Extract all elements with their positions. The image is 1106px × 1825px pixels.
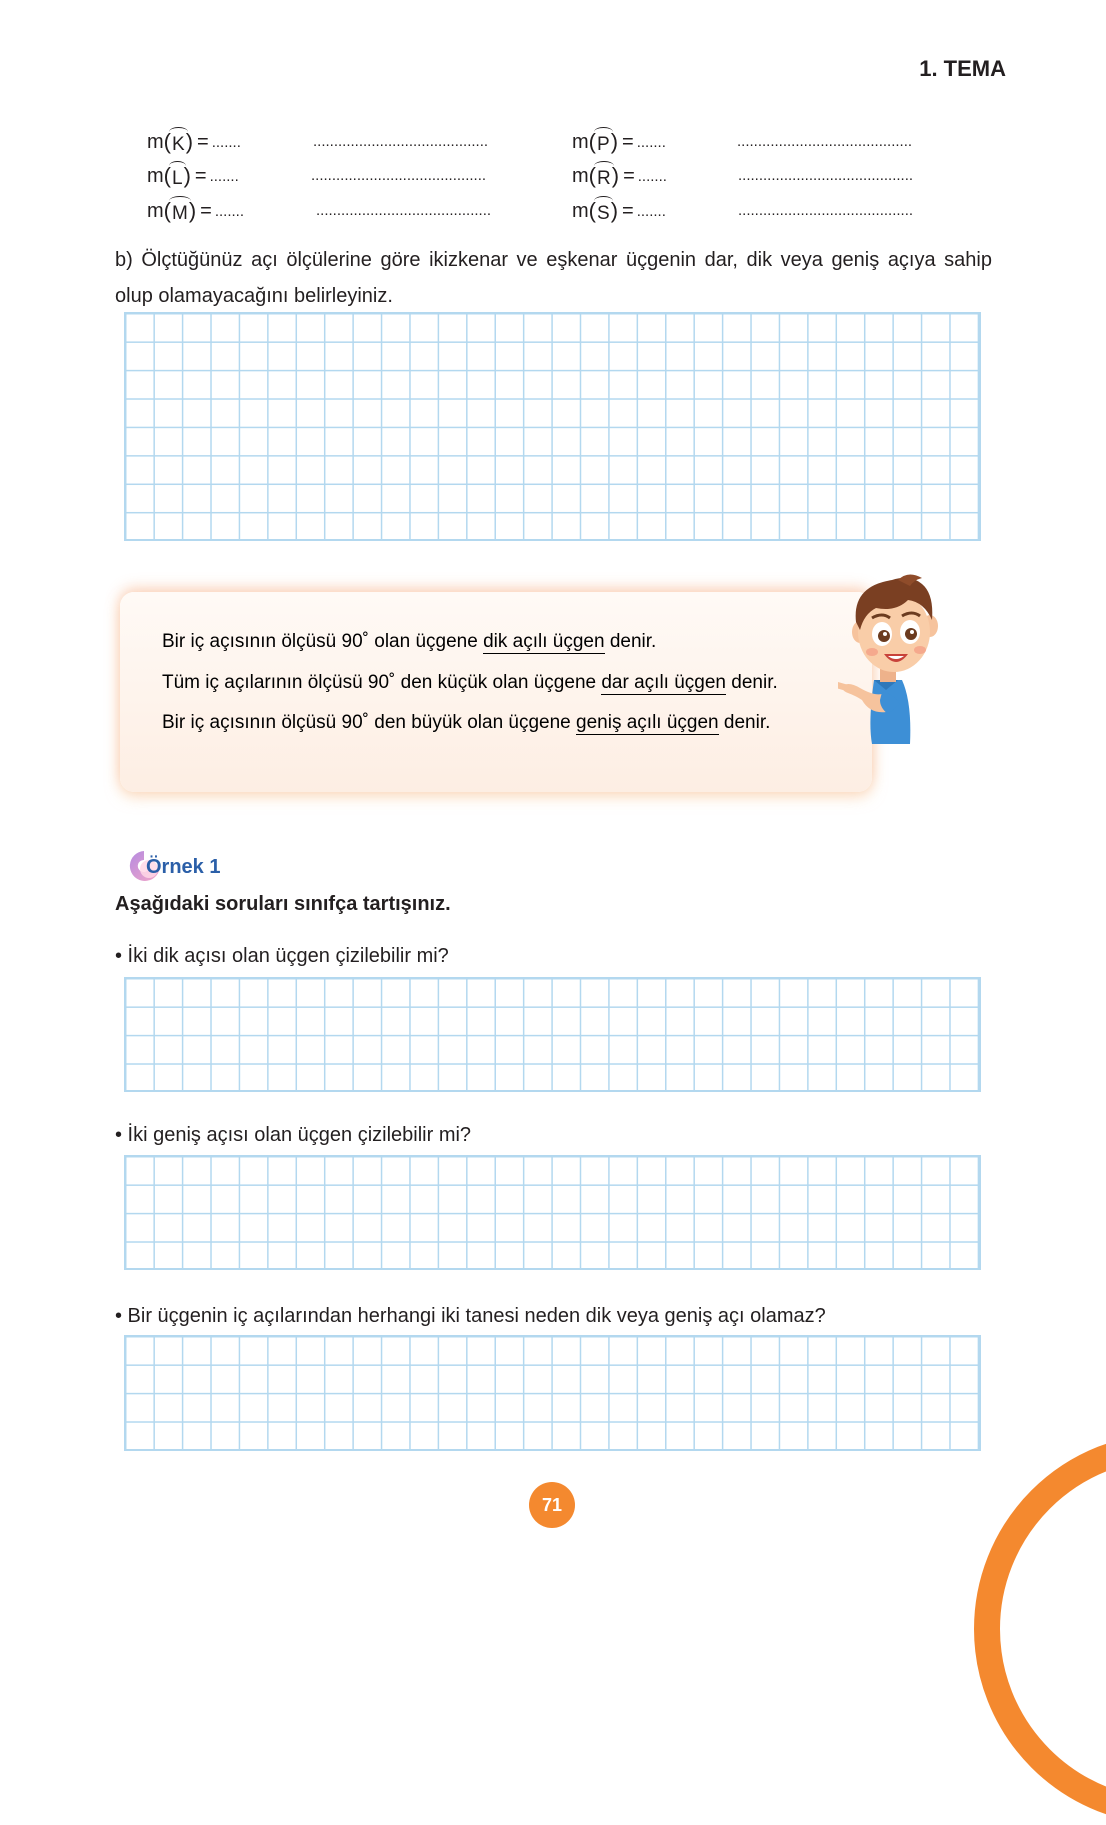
explanation-blank[interactable]: .......................................... xyxy=(311,167,487,184)
angle-letter-k: K xyxy=(172,134,185,155)
angle-letter-p: P xyxy=(597,134,610,155)
definition-text: denir. xyxy=(718,712,771,733)
answer-grid-b[interactable] xyxy=(124,312,981,541)
answer-blank[interactable]: ....... xyxy=(214,202,245,220)
definition-acute-triangle xyxy=(162,672,778,694)
angle-letter-m: M xyxy=(172,203,188,224)
boy-mascot-illustration xyxy=(838,572,970,747)
example-heading: Aşağıdaki soruları sınıfça tartışınız. xyxy=(115,893,451,915)
m-prefix: m xyxy=(572,164,589,187)
term-right-triangle: dik açılı üçgen xyxy=(483,631,605,652)
m-prefix: m xyxy=(572,130,589,153)
measure-row-l: m ( L ) = ....... xyxy=(147,163,239,189)
theme-title: 1. TEMA xyxy=(919,56,1006,81)
answer-grid-3[interactable] xyxy=(124,1335,981,1451)
answer-grid-2[interactable] xyxy=(124,1155,981,1270)
equals-sign: = xyxy=(197,130,209,153)
definition-text: denir. xyxy=(604,631,657,652)
answer-grid-1[interactable] xyxy=(124,977,981,1092)
example-label: Örnek 1 xyxy=(146,856,221,878)
answer-blank[interactable]: ....... xyxy=(636,133,666,151)
m-prefix: m xyxy=(572,199,589,222)
m-prefix: m xyxy=(147,164,164,187)
measure-row-m: m ( M ) = ....... xyxy=(147,198,245,224)
explanation-blank[interactable]: .......................................... xyxy=(737,133,913,150)
term-acute-triangle: dar açılı üçgen xyxy=(601,672,726,693)
equals-sign: = xyxy=(194,164,207,187)
answer-blank[interactable]: ....... xyxy=(211,133,241,151)
angle-letter-l: L xyxy=(172,168,183,189)
measure-row-p: m ( P ) = ....... xyxy=(572,129,666,155)
question-3: • Bir üçgenin iç açılarından herhangi iki tanesi neden dik veya geniş açı olamaz? xyxy=(115,1305,826,1327)
angle-letter-r: R xyxy=(597,168,611,189)
equals-sign: = xyxy=(200,199,212,222)
explanation-blank[interactable]: .......................................... xyxy=(738,202,914,219)
equals-sign: = xyxy=(622,199,634,222)
term-obtuse-triangle: geniş açılı üçgen xyxy=(576,712,719,733)
definition-text: denir. xyxy=(726,672,778,693)
definition-text: Tüm iç açılarının ölçüsü 90˚ den küçük olan üçgene xyxy=(162,672,602,693)
measure-row-s: m ( S ) = ....... xyxy=(572,198,666,224)
measure-row-r: m ( R ) = ....... xyxy=(572,163,667,189)
definition-obtuse-triangle xyxy=(162,712,770,734)
question-2: • İki geniş açısı olan üçgen çizilebilir mi? xyxy=(115,1124,472,1146)
definition-text: Bir iç açısının ölçüsü 90˚ den büyük olan üçgene xyxy=(162,712,577,733)
m-prefix: m xyxy=(147,130,164,153)
m-prefix: m xyxy=(147,199,164,222)
definition-text: Bir iç açısının ölçüsü 90˚ olan üçgene xyxy=(162,631,484,652)
answer-blank[interactable]: ....... xyxy=(636,202,666,220)
explanation-blank[interactable]: .......................................... xyxy=(738,167,914,184)
decorative-corner-arc xyxy=(974,1433,1106,1825)
answer-blank[interactable]: ....... xyxy=(209,167,239,185)
definition-right-triangle xyxy=(162,631,656,653)
explanation-blank[interactable]: .......................................... xyxy=(313,133,489,150)
equals-sign: = xyxy=(623,164,635,187)
angle-letter-s: S xyxy=(597,203,610,224)
measure-row-k: m ( K ) = ....... xyxy=(147,129,241,155)
answer-blank[interactable]: ....... xyxy=(637,167,667,185)
equals-sign: = xyxy=(622,130,634,153)
page-number: 71 xyxy=(529,1482,575,1528)
explanation-blank[interactable]: .......................................... xyxy=(316,202,492,219)
question-b-text: b) Ölçtüğünüz açı ölçülerine göre ikizkenar ve eşkenar üçgenin dar, dik veya geniş açıya sahip olup olamayacağını belirleyiniz. xyxy=(115,249,992,307)
question-1: • İki dik açısı olan üçgen çizilebilir mi? xyxy=(115,945,449,967)
